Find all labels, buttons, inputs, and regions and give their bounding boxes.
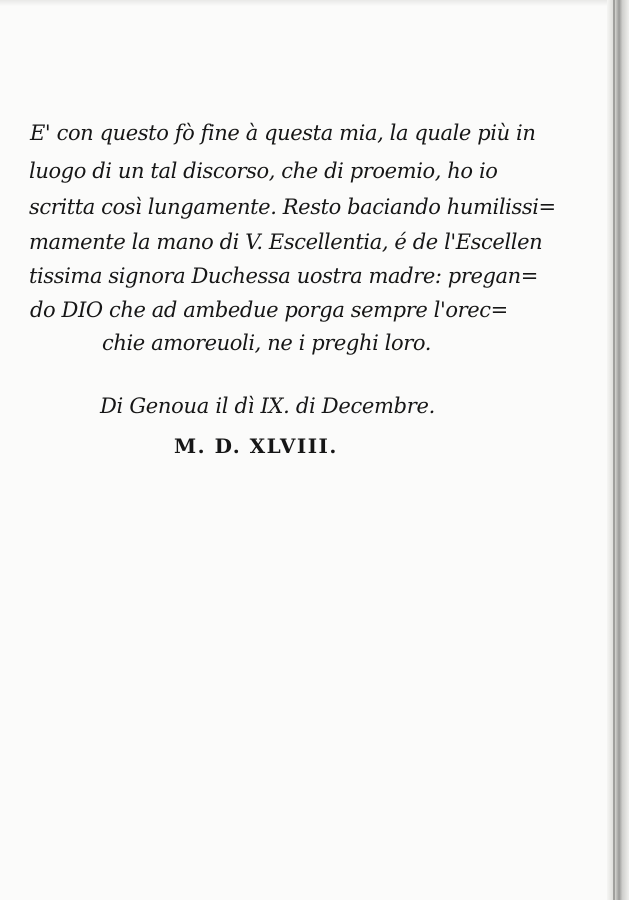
- letter-line-4: mamente la mano di V. Escellentia, é de l'Escellen: [29, 230, 543, 254]
- letter-line-3: scritta così lungamente. Resto baciando humilissi=: [29, 195, 556, 219]
- letter-line-5: tissima signora Duchessa uostra madre: pregan=: [29, 264, 538, 288]
- letter-line-1: E' con questo fò fine à questa mia, la quale più in: [30, 121, 536, 145]
- year-line: M. D. XLVIII.: [174, 434, 338, 458]
- letter-line-2: luogo di un tal discorso, che di proemio, ho io: [29, 159, 498, 183]
- place-date-line: Di Genoua il dì IX. di Decembre.: [100, 394, 436, 418]
- letter-line-7: chie amoreuoli, ne i preghi loro.: [102, 331, 432, 355]
- letter-line-6: do DIO che ad ambedue porga sempre l'orec=: [30, 298, 508, 322]
